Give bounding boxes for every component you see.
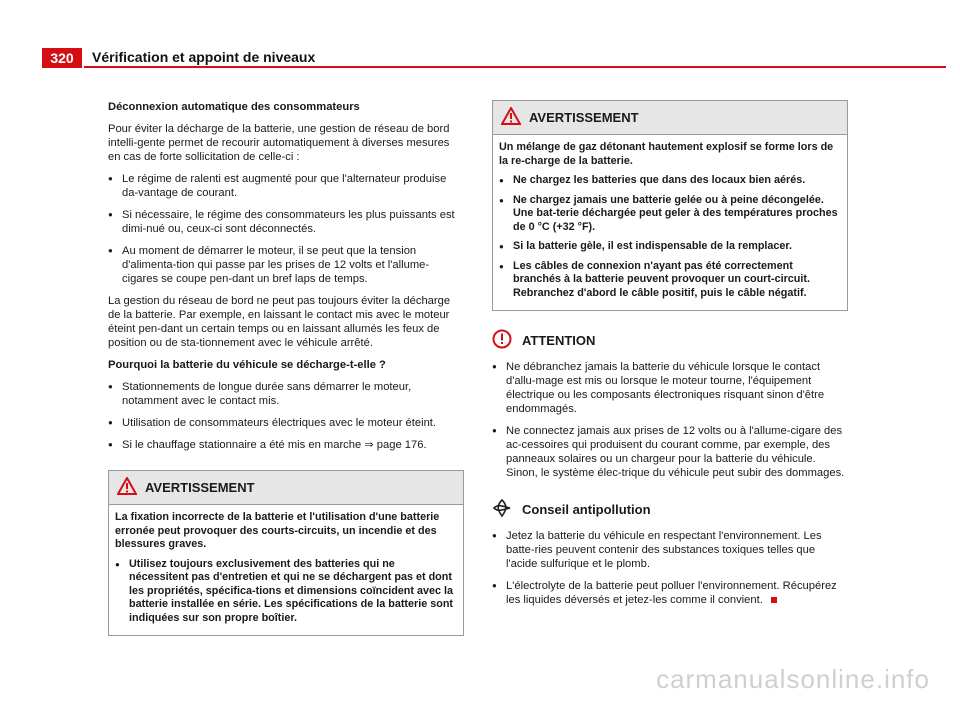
header-divider xyxy=(84,66,946,68)
eco-title: Conseil antipollution xyxy=(522,501,651,517)
warning-item: ● Ne chargez les batteries que dans des locaux bien aérés. xyxy=(499,174,841,188)
warning-triangle-icon xyxy=(117,477,137,498)
warning-item: ● Si la batterie gèle, il est indispensable de la remplacer. xyxy=(499,240,841,254)
paragraph: Pour éviter la décharge de la batterie, une gestion de réseau de bord intelli-gente permet de recourir automatiquement à diverses mesures en cas de forte sollicitation de celle-ci : xyxy=(108,123,450,163)
warning-body xyxy=(493,135,847,310)
eco-item xyxy=(492,579,848,607)
warning-box-gas xyxy=(492,100,848,311)
page-title: Vérification et appoint de niveaux xyxy=(92,49,316,65)
watermark: carmanualsonline.info xyxy=(656,664,930,694)
warning-title: AVERTISSEMENT xyxy=(145,479,255,495)
warning-intro: La fixation incorrecte de la batterie et l'utilisation d'une batterie erronée peut provoquer des courts-circuits, un incendie et des blessures graves. xyxy=(115,511,440,550)
attention-exclamation-icon xyxy=(492,329,512,352)
eco-item-text: L'électrolyte de la batterie peut polluer l'environnement. Récupérez les liquides déversés et jetez-les comme il convient. xyxy=(506,580,837,606)
section-end-marker xyxy=(771,597,777,603)
attention-header xyxy=(492,329,848,352)
paragraph: La gestion du réseau de bord ne peut pas toujours éviter la décharge de la batterie. Par exemple, en laissant le contact mis avec le moteur éteint pen-dant un certain temps ou en laissant allumés les feux de position ou de sta-tionnement avec le véhicule arrêté. xyxy=(108,295,451,349)
section-heading-deconnexion: Déconnexion automatique des consommateurs xyxy=(108,101,360,113)
warning-box-fixation xyxy=(108,470,464,636)
left-column xyxy=(108,100,464,636)
list-item-text: Si le chauffage stationnaire a été mis en marche ⇒ page 176. xyxy=(122,439,427,451)
eco-leaf-icon xyxy=(492,498,512,521)
list-item: ● Au moment de démarrer le moteur, il se peut que la tension d'alimenta-tion qui passe par les prises de 12 volts et l'allume-cigares se coupe pen-dant un bref laps de temps. xyxy=(108,244,464,286)
list-item: ● Si nécessaire, le régime des consommateurs les plus puissants est dimi-nué ou, ceux-ci sont déconnectés. xyxy=(108,208,464,236)
warning-title: AVERTISSEMENT xyxy=(529,109,639,125)
attention-item: ● Ne débranchez jamais la batterie du véhicule lorsque le contact d'allu-mage est mis ou lorsque le moteur tourne, l'équipement électrique ou les composants électroniques risquant sinon d'être endommagés. xyxy=(492,360,848,416)
attention-title: ATTENTION xyxy=(522,332,596,348)
warning-intro: Un mélange de gaz détonant hautement explosif se forme lors de la re-charge de la batterie. xyxy=(499,141,834,167)
page-number: 320 xyxy=(42,48,82,68)
warning-header xyxy=(109,471,463,505)
warning-header xyxy=(493,101,847,135)
warning-item: ● Utilisez toujours exclusivement des batteries qui ne nécessitent pas d'entretien et qui ne se déchargent pas et dont les propriétés, spécifica-tions et dimensions coïncident avec la batterie installée en série. Les spécifications de la batterie sont indiquées sur son propre boîtier. xyxy=(115,558,457,626)
attention-item: ● Ne connectez jamais aux prises de 12 volts ou à l'allume-cigare des ac-cessoires qui produisent du courant comme, par exemple, des panneaux solaires ou un chargeur pour la batterie du véhicule. Sinon, le système élec-trique du véhicule peut subir des dommages. xyxy=(492,424,848,480)
list-item: ● Utilisation de consommateurs électriques avec le moteur éteint. xyxy=(108,416,464,430)
eco-header xyxy=(492,498,848,521)
warning-triangle-icon xyxy=(501,107,521,128)
warning-item: ● Ne chargez jamais une batterie gelée ou à peine décongelée. Une bat-terie déchargée peut geler à des températures proches de 0 °C (+32 °F). xyxy=(499,194,841,235)
list-item: ● Stationnements de longue durée sans démarrer le moteur, notamment avec le contact mis. xyxy=(108,380,464,408)
warning-body xyxy=(109,505,463,635)
eco-item: ● Jetez la batterie du véhicule en respectant l'environnement. Les batte-ries peuvent contenir des substances toxiques telles que l'acide sulfurique et le plomb. xyxy=(492,529,848,571)
list-item: ● Le régime de ralenti est augmenté pour que l'alternateur produise da-vantage de courant. xyxy=(108,172,464,200)
right-column xyxy=(492,100,848,615)
warning-item: ● Les câbles de connexion n'ayant pas été correctement branchés à la batterie peuvent provoquer un court-circuit. Rebranchez d'abord le câble positif, puis le câble négatif. xyxy=(499,260,841,301)
list-item xyxy=(108,438,464,452)
section-heading-pourquoi: Pourquoi la batterie du véhicule se décharge-t-elle ? xyxy=(108,359,386,371)
